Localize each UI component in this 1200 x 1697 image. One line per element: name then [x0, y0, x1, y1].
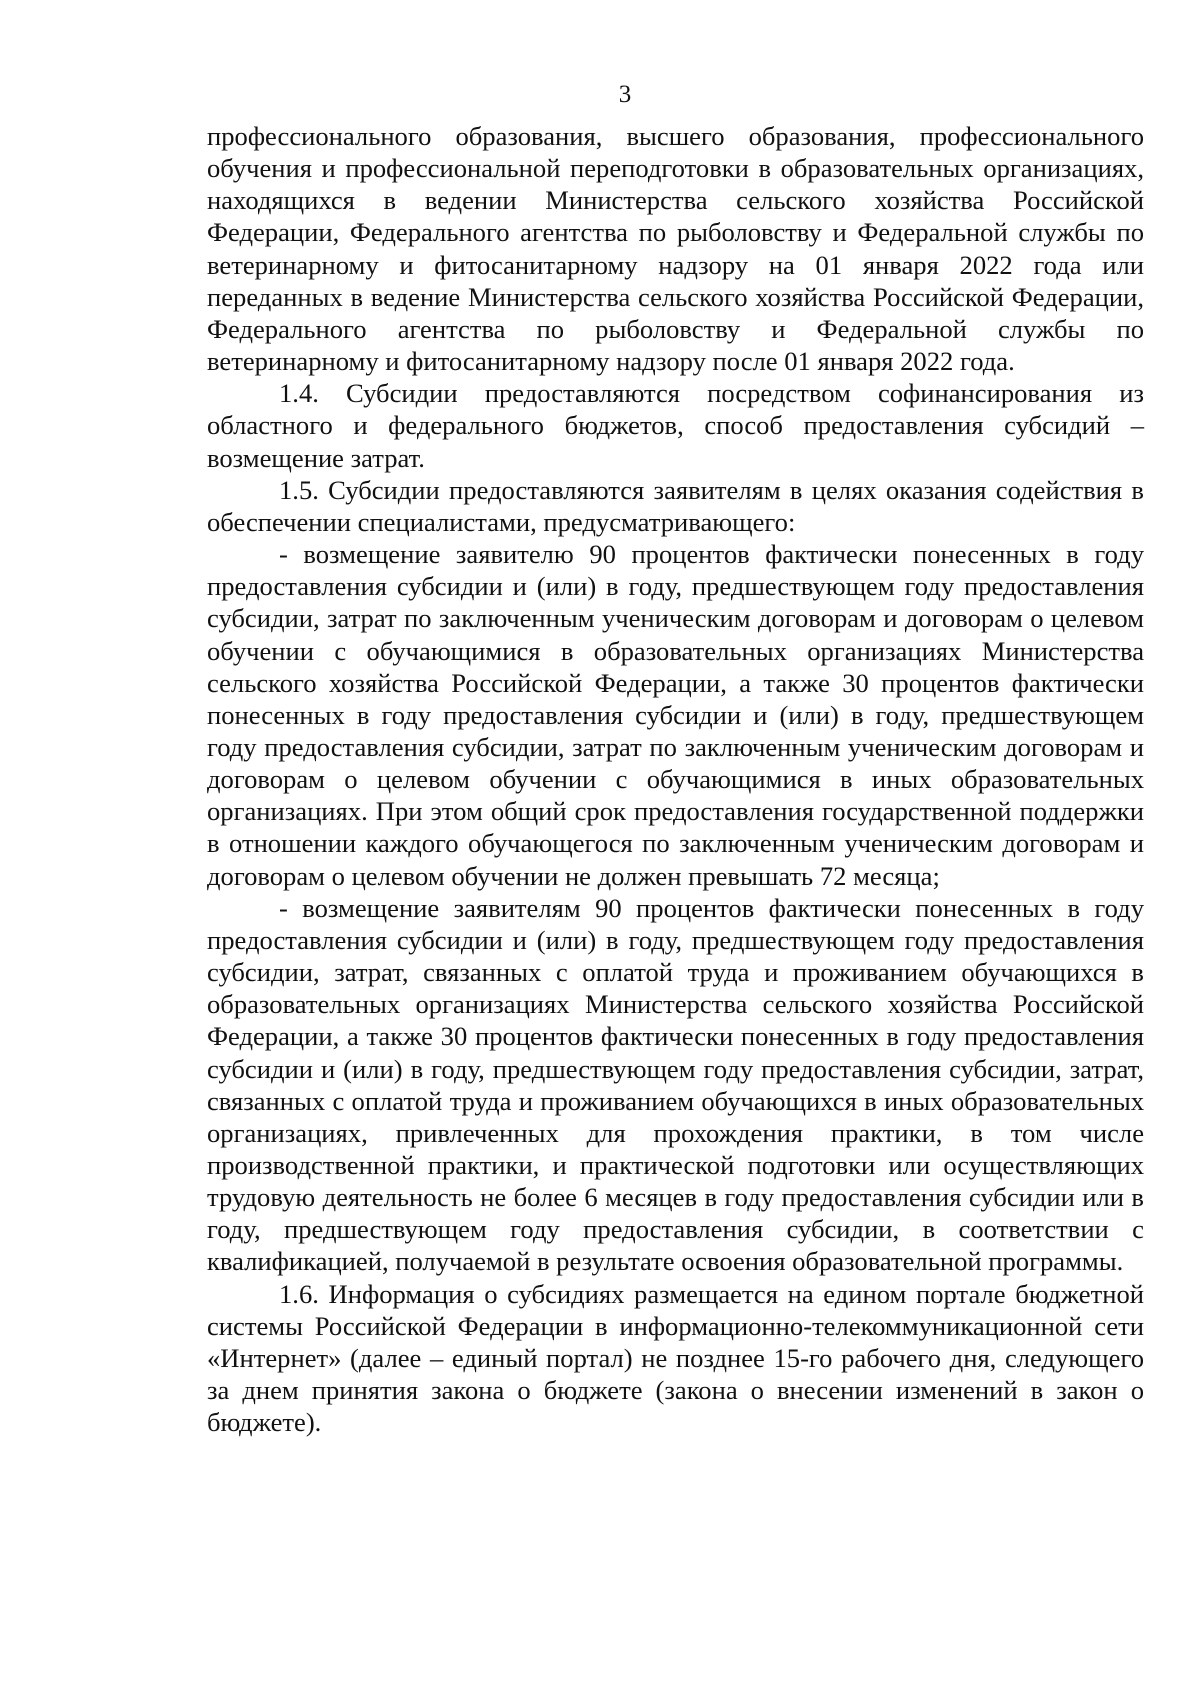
- page-number: 3: [618, 81, 632, 108]
- paragraph-1-5: 1.5. Субсидии предоставляются заявителям в целях оказания содействия в обеспечении специалистами, предусматривающего:: [207, 474, 1144, 537]
- paragraph-1-6: 1.6. Информация о субсидиях размещается на едином портале бюджетной системы Российской Федерации в информационно-телекоммуникационной сети «Интернет» (далее – единый портал) не позднее 15-го рабочего дня, следующего за днем принятия закона о бюджете (закона о внесении изменений в закон о бюджете).: [207, 1278, 1144, 1438]
- paragraph-1-4: 1.4. Субсидии предоставляются посредством софинансирования из областного и федерального бюджетов, способ предоставления субсидий – возмещение затрат.: [207, 378, 1144, 473]
- paragraph-continuation: профессионального образования, высшего образования, профессионального обучения и профессиональной переподготовки в образовательных организациях, находящихся в ведении Министерства сельского хозяйства Российской Федерации, Федерального агентства по рыболовству и Федеральной службы по ветеринарному и фитосанитарному надзору на 01 января 2022 года или переданных в ведение Министерства сельского хозяйства Российской Федерации, Федерального агентства по рыболовству и Федеральной службы по ветеринарному и фитосанитарному надзору после 01 января 2022 года.: [207, 121, 1144, 377]
- list-item-labor-costs: - возмещение заявителям 90 процентов фактически понесенных в году предоставления субсидии и (или) в году, предшествующем году предоставления субсидии, затрат, связанных с оплатой труда и проживанием обучающихся в образовательных организациях Министерства сельского хозяйства Российской Федерации, а также 30 процентов фактически понесенных в году предоставления субсидии и (или) в году, предшествующем году предоставления субсидии, затрат, связанных с оплатой труда и проживанием обучающихся в иных образовательных организациях, привлеченных для прохождения практики, в том числе производственной практики, и практической подготовки или осуществляющих трудовую деятельность не более 6 месяцев в году предоставления субсидии или в году, предшествующем году предоставления субсидии, в соответствии с квалификацией, получаемой в результате освоения образовательной программы.: [207, 892, 1144, 1277]
- list-item-training-contracts: - возмещение заявителю 90 процентов фактически понесенных в году предоставления субсидии и (или) в году, предшествующем году предоставления субсидии, затрат по заключенным ученическим договорам и договорам о целевом обучении с обучающимися в образовательных организациях Министерства сельского хозяйства Российской Федерации, а также 30 процентов фактически понесенных в году предоставления субсидии и (или) в году, предшествующем году предоставления субсидии, затрат по заключенным ученическим договорам и договорам о целевом обучении с обучающимися в иных образовательных организациях. При этом общий срок предоставления государственной поддержки в отношении каждого обучающегося по заключенным ученическим договорам и договорам о целевом обучении не должен превышать 72 месяца;: [207, 539, 1144, 891]
- document-body: [207, 120, 1144, 1438]
